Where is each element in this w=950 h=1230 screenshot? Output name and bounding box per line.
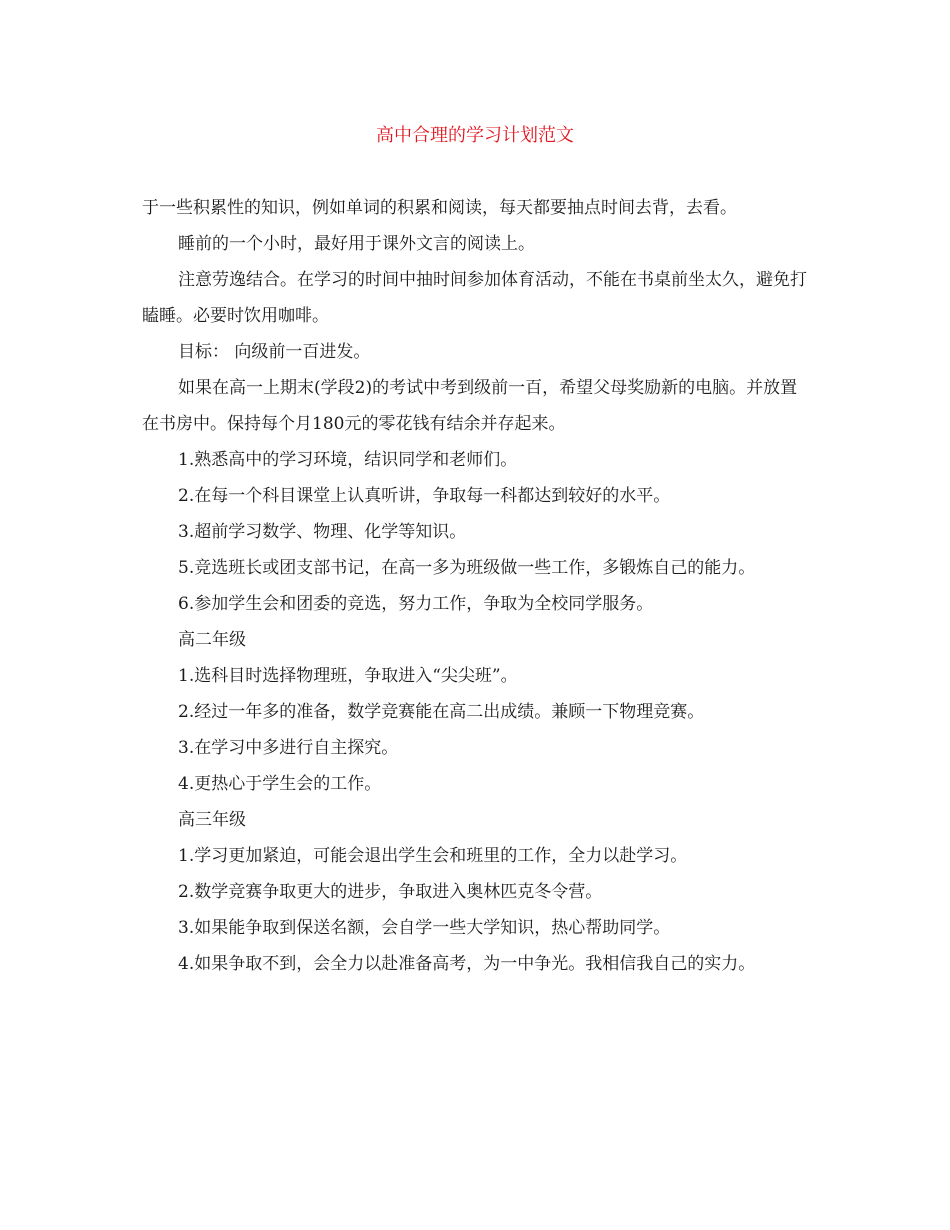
list-item: 5.竞选班长或团支部书记，在高一多为班级做一些工作，多锻炼自己的能力。 xyxy=(178,558,756,578)
document-title: 高中合理的学习计划范文 xyxy=(376,125,574,146)
list-item: 4.如果争取不到，会全力以赴准备高考，为一中争光。我相信我自己的实力。 xyxy=(178,954,756,974)
list-item: 2.经过一年多的准备，数学竞赛能在高二出成绩。兼顾一下物理竞赛。 xyxy=(178,702,705,722)
paragraph: 注意劳逸结合。在学习的时间中抽时间参加体育活动，不能在书桌前坐太久，避免打瞌睡。必要时饮用咖啡。 xyxy=(142,270,807,326)
list-item: 4.更热心于学生会的工作。 xyxy=(178,774,382,794)
list-item: 1.熟悉高中的学习环境，结识同学和老师们。 xyxy=(178,450,518,470)
paragraph: 于一些积累性的知识，例如单词的积累和阅读，每天都要抽点时间去背，去看。 xyxy=(142,198,737,218)
section-heading: 高二年级 xyxy=(178,630,246,650)
list-item: 3.在学习中多进行自主探究。 xyxy=(178,738,399,758)
paragraph: 如果在高一上期末(学段2)的考试中考到级前一百，希望父母奖励新的电脑。并放置在书房中。保持每个月180元的零花钱有结余并存起来。 xyxy=(142,378,798,434)
list-item: 1.选科目时选择物理班，争取进入“尖尖班”。 xyxy=(178,666,518,686)
list-item: 1.学习更加紧迫，可能会退出学生会和班里的工作，全力以赴学习。 xyxy=(178,846,688,866)
paragraph: 睡前的一个小时，最好用于课外文言的阅读上。 xyxy=(178,234,535,254)
list-item: 2.数学竞赛争取更大的进步，争取进入奥林匹克冬令营。 xyxy=(178,882,603,902)
paragraph: 目标： 向级前一百进发。 xyxy=(178,342,371,362)
list-item: 3.超前学习数学、物理、化学等知识。 xyxy=(178,522,467,542)
document-body xyxy=(142,190,812,982)
section-heading: 高三年级 xyxy=(178,810,246,830)
list-item: 2.在每一个科目课堂上认真听讲，争取每一科都达到较好的水平。 xyxy=(178,486,671,506)
list-item: 6.参加学生会和团委的竞选，努力工作，争取为全校同学服务。 xyxy=(178,594,654,614)
list-item: 3.如果能争取到保送名额，会自学一些大学知识，热心帮助同学。 xyxy=(178,918,671,938)
